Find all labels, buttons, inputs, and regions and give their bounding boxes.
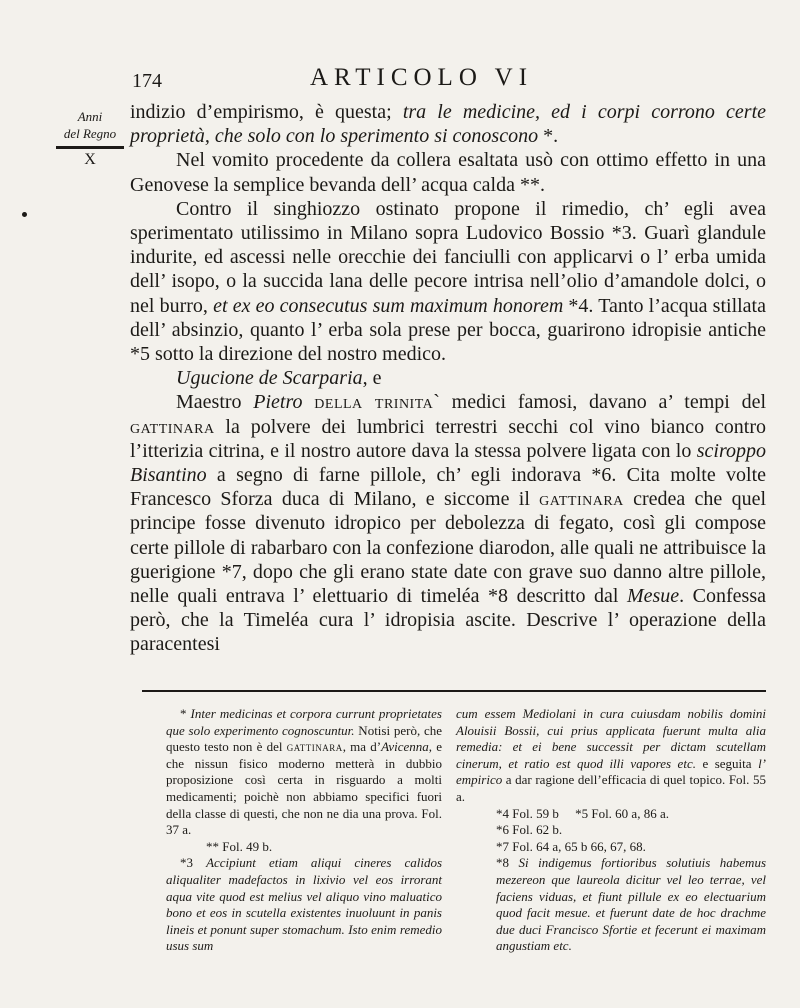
italic-run: cum essem Mediolani in cura cuiusdam nobilis domini Alouisii Bossii, cui prius applicata fuerunt multa alia remedia: et ei bene successit per dictam scutellam cinerum, et ratio est quod illi vapores etc.	[456, 706, 766, 771]
paragraph: Ugucione de Scarparia, e	[176, 367, 382, 390]
italic-run: Inter medicinas et corpora currunt proprietates que solo experimento cognoscuntur.	[166, 706, 442, 738]
paragraph: Nel vomito procedente da collera esaltata usò con ottimo effetto in una Genovese la semplice bevanda dell’ acqua calda **.	[130, 149, 766, 196]
margin-note-line2: del Regno	[63, 126, 117, 141]
paragraph: Contro il singhiozzo ostinato propone il rimedio, ch’ egli avea sperimentato utilissimo in Milano sopra Ludovico Bossio *3. Guarì glandule indurite, ed ascessi nelle orecchie dei fanciulli con applicarvi o l’ erba umida dell’ isopo, o la succida lana delle pecore intrisa nell’olio d’amandole dolci, o nel burro, et ex eo consecutus sum maximum honorem *4. Tanto l’acqua stillata dell’ absinzio, quanto l’ erba sola prese per bocca, guarirono idropisie antiche *5 sotto la direzione del nostro medico.	[130, 197, 766, 366]
paragraph: indizio d’empirismo, è questa; tra le medicine, ed i corpi corrono certe proprietà, che solo con lo sperimento si conoscono *.	[130, 101, 767, 148]
small-caps-run: della trinita	[314, 391, 434, 414]
margin-rule	[56, 146, 124, 149]
small-caps-run: gattinara	[286, 739, 343, 755]
italic-run: Accipiunt etiam aliqui cineres calidos aliqualiter madefactos in lixivio vel eos irrorant aqua vite quod est melius vel aliquo vino maluatico bono et eos in scutella existentes inuoluunt in panis lineis et ponunt super stomachum. Isto enim remedio usus sum	[166, 855, 442, 954]
italic-run: Ugucione de Scarparia	[176, 367, 363, 390]
footnote: *4 Fol. 59 b *5 Fol. 60 a, 86 a.	[496, 805, 669, 821]
italic-run: et ex eo consecutus sum maximum honorem	[213, 294, 564, 317]
footnote: *8 Si indigemus fortioribus solutiuis habemus mezereon que laureola dicitur vel leo terrae, vel faciens viduas, et fiunt pillule ex eo electuarium quod facit mesue. et fuerunt date de hoc drachme due duci Francisco Sfortie et fecerunt ei maximam angustiam etc.	[496, 855, 767, 954]
margin-note	[50, 108, 130, 168]
margin-note-line1: Anni	[77, 109, 103, 124]
paragraph: Maestro Pietro della trinita` medici famosi, davano a’ tempi del gattinara la polvere dei lumbrici terrestri secchi col vino bianco contro l’itterizia citrina, e il nostro autore dava la stessa polvere ligata con lo sciroppo Bisantino a segno di farne pillole, ch’ egli indorava *6. Cita molte volte Francesco Sforza duca di Milano, e siccome il gattinara credea che quel principe fosse divenuto idropico per debolezza di fegato, così gli compose certe pillole di rabarbaro con la confezione diarodon, alle quali ne attribuisce la guerigione *7, dopo che gli erano state date con grave suo danno altre pillole, nelle quali entrava l’ elettuario di timeléa *8 descritto dal Mesue. Confessa però, che la Timeléa cura l’ idropisia ascite. Descrive l’ operazione della paracentesi	[130, 391, 767, 656]
italic-run: Pietro	[253, 391, 303, 414]
italic-run: Avicenna	[381, 739, 429, 755]
italic-run: tra le medicine, ed i corpi corrono certe proprietà, che solo con lo sperimento si conoscono	[130, 101, 767, 148]
italic-run: Mesue	[626, 585, 680, 608]
small-caps-run: gattinara	[539, 488, 624, 511]
ink-dot	[22, 212, 27, 217]
footnotes-right-column	[456, 706, 766, 955]
footnote: ** Fol. 49 b.	[206, 838, 273, 854]
italic-run: sciroppo Bisantino	[130, 439, 766, 487]
running-head: ARTICOLO VI	[310, 64, 534, 91]
small-caps-run: gattinara	[130, 415, 215, 438]
footnote: cum essem Mediolani in cura cuiusdam nobilis domini Alouisii Bossii, cui prius applicata fuerunt multa alia remedia: et ei bene successit per dictam scutellam cinerum, et ratio est quod illi vapores etc. e seguita l’ empirico a dar ragione dell’efficacia di quel topico. Fol. 55 a.	[456, 706, 767, 804]
footnote: *6 Fol. 62 b.	[496, 822, 563, 838]
footnote-divider	[142, 690, 766, 692]
footnotes-left-column	[166, 706, 442, 955]
italic-run: l’ empirico	[456, 755, 767, 788]
main-text	[130, 100, 766, 657]
italic-run: Si indigemus fortioribus solutiuis habemus mezereon que laureola dicitur vel leo terrae, vel faciens viduas, et fiunt pillule ex eo electuarium quod facit mesue. et fuerunt date de hoc drachme due duci Francisco Sfortie et fecerunt ei maximam angustiam etc.	[496, 855, 767, 954]
page-number: 174	[132, 70, 162, 92]
footnote: *3 Accipiunt etiam aliqui cineres calidos aliqualiter madefactos in lixivio vel eos irrorant aqua vite quod est melius vel aliquo vino maluatico bono et eos in scutella existentes inuoluunt in panis lineis et ponunt super stomachum. Isto enim remedio usus sum	[166, 855, 442, 954]
footnote: *7 Fol. 64 a, 65 b 66, 67, 68.	[496, 838, 646, 854]
margin-note-year: X	[84, 151, 96, 168]
footnote: * Inter medicinas et corpora currunt proprietates que solo experimento cognoscuntur. Notisi però, che questo testo non è del gattinara, ma d’Avicenna, e che nissun fisico moderno metterà in dubbio proposizione così certa in risguardo a molti medicamenti; poichè non abbiamo specifici fuori della classe di questi, che non ne dia una prova. Fol. 37 a.	[166, 706, 442, 838]
